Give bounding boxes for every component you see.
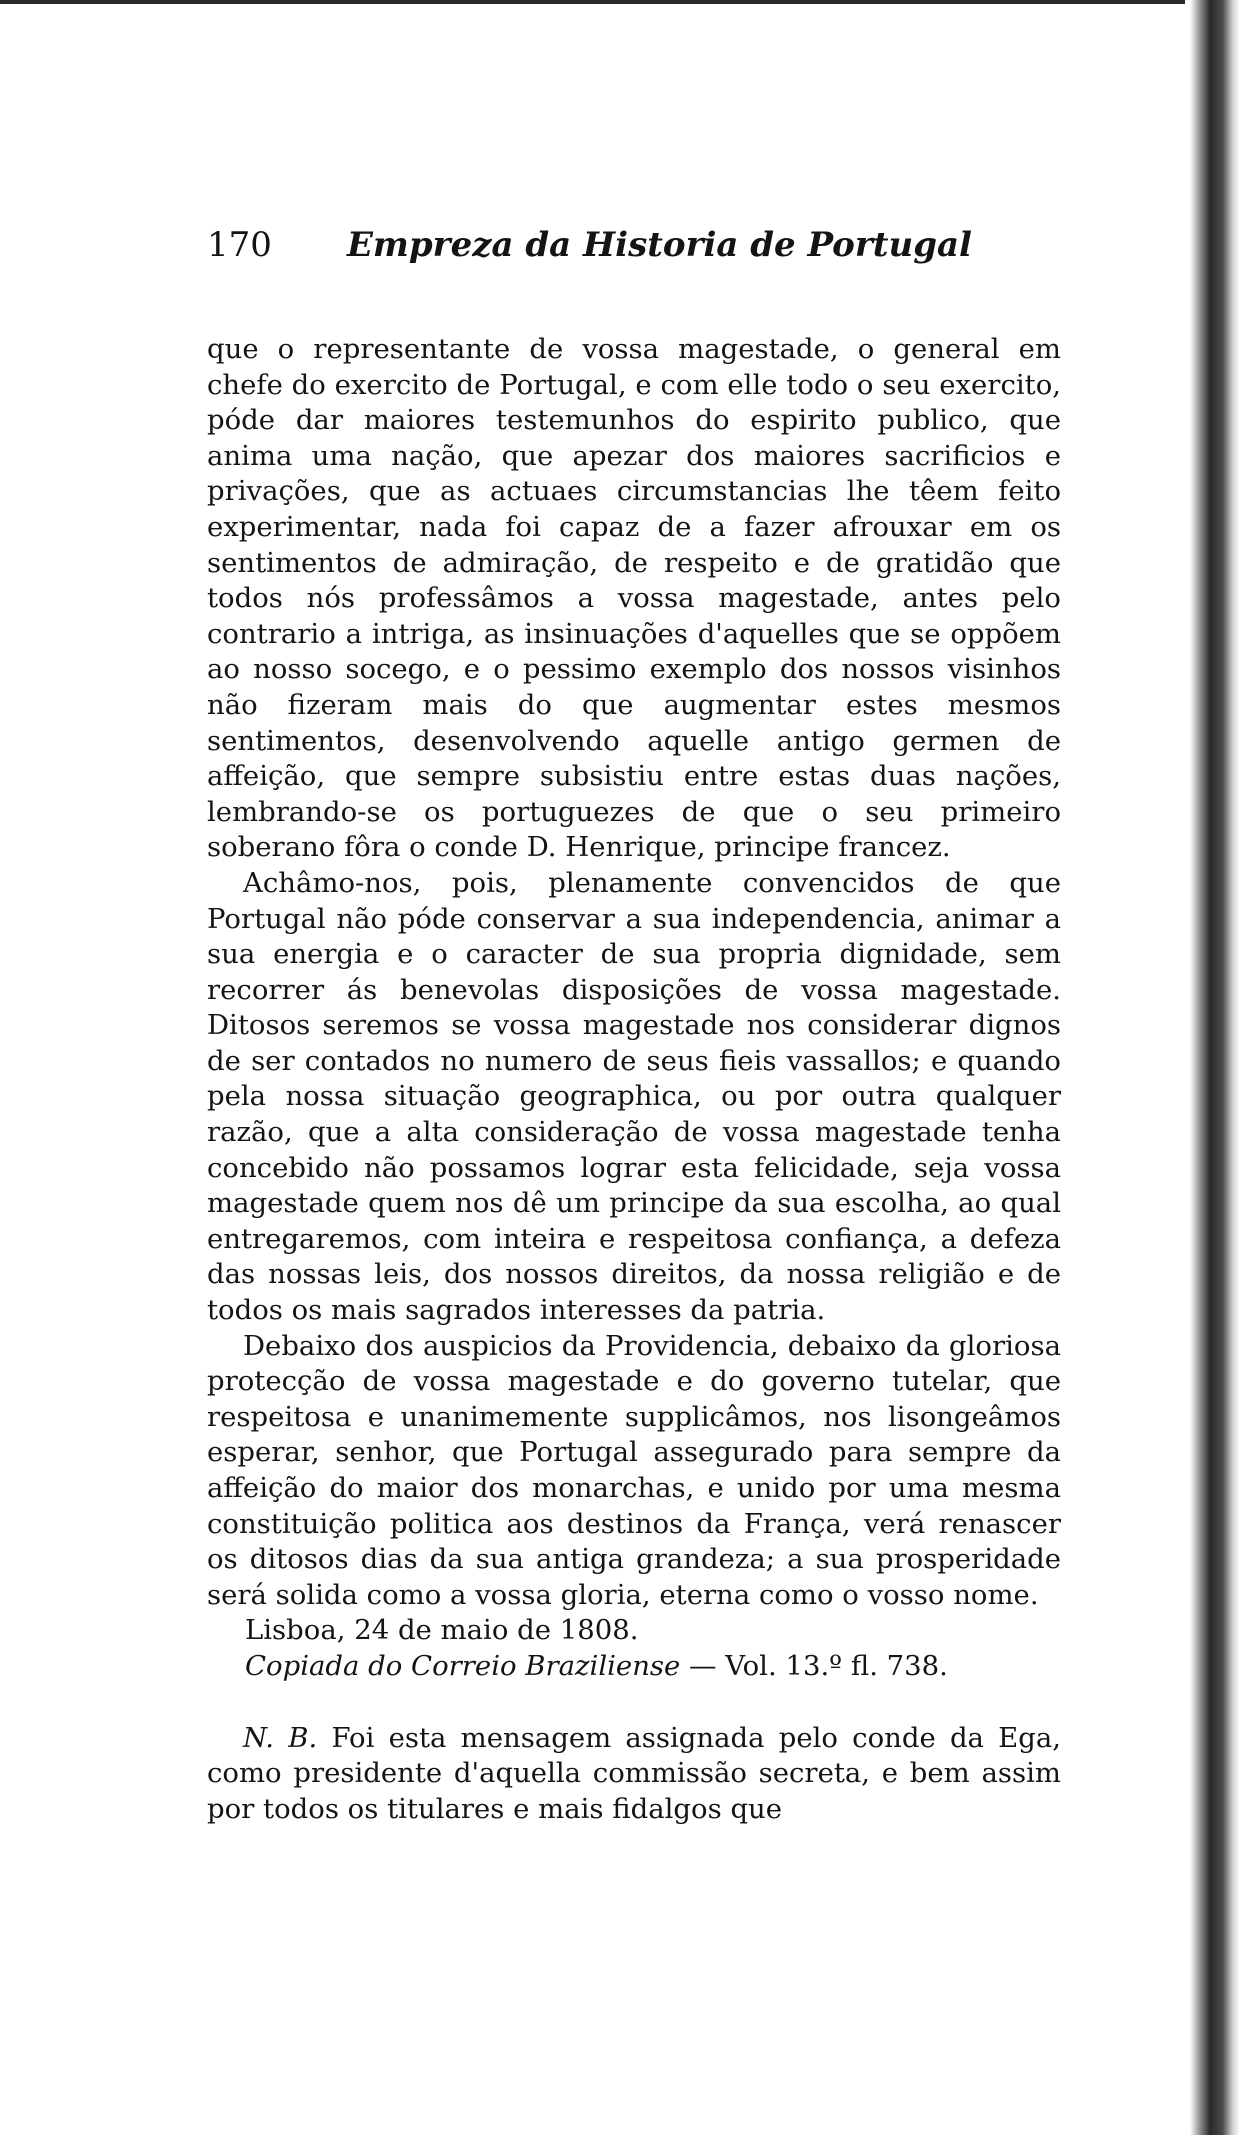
page-body xyxy=(207,332,1061,1827)
source-reference: — Vol. 13.º fl. 738. xyxy=(680,1649,948,1682)
source-title: Copiada do Correio Braziliense xyxy=(245,1649,681,1682)
page-top-edge xyxy=(0,0,1185,4)
paragraph-continued: que o representante de vossa magestade, o general em chefe do exercito de Portugal, e com elle todo o seu exercito, póde dar maiores testemunhos do espirito publico, que anima uma nação, que apezar dos maiores sacrificios e privações, que as actuaes circumstancias lhe têem feito experimentar, nada foi capaz de a fazer afrouxar em os sentimentos de admiração, de respeito e de gratidão que todos nós professâmos a vossa magestade, antes pelo contrario a intriga, as insinuações d'aquelles que se oppõem ao nosso socego, e o pessimo exemplo dos nossos visinhos não fizeram mais do que augmentar estes mesmos sentimentos, desenvolvendo aquelle antigo germen de affeição, que sempre subsistiu entre estas duas nações, lembrando-se os portuguezes de que o seu primeiro soberano fôra o conde D. Henrique, principe francez. xyxy=(207,333,1061,864)
place-date-line: Lisboa, 24 de maio de 1808. xyxy=(245,1614,639,1647)
paragraph: Achâmo-nos, pois, plenamente convencidos de que Portugal não póde conservar a sua independencia, animar a sua energia e o caracter de sua propria dignidade, sem recorrer ás benevolas disposições de vossa magestade. Ditosos seremos se vossa magestade nos considerar dignos de ser contados no numero de seus fieis vassallos; e quando pela nossa situação geographica, ou por outra qualquer razão, que a alta consideração de vossa magestade tenha concebido não possamos lograr esta felicidade, seja vossa magestade quem nos dê um principe da sua escolha, ao qual entregaremos, com inteira e respeitosa confiança, a defeza das nossas leis, dos nossos direitos, da nossa religião e de todos os mais sagrados interesses da patria. xyxy=(207,866,1061,1327)
nota-bene-label: N. B. xyxy=(243,1721,318,1754)
paragraph: Debaixo dos auspicios da Providencia, debaixo da gloriosa protecção de vossa magestade e do governo tutelar, que respeitosa e unanimemente supplicâmos, nos lisongeâmos esperar, senhor, que Portugal assegurado para sempre da affeição do maior dos monarchas, e unido por uma mesma constituição politica aos destinos da França, verá renascer os ditosos dias da sua antiga grandeza; a sua prosperidade será solida como a vossa gloria, eterna como o vosso nome. xyxy=(207,1329,1061,1611)
nota-bene-paragraph xyxy=(207,1721,1061,1828)
nota-bene-text: Foi esta mensagem assignada pelo conde da Ega, como presidente d'aquella commissão secreta, e bem assim por todos os titulares e mais fidalgos que xyxy=(207,1721,1061,1825)
page-number: 170 xyxy=(207,225,272,265)
source-citation xyxy=(207,1649,1061,1685)
book-spine-shadow xyxy=(1190,0,1240,2135)
page-header xyxy=(207,225,1067,275)
running-title: Empreza da Historia de Portugal xyxy=(347,225,972,265)
